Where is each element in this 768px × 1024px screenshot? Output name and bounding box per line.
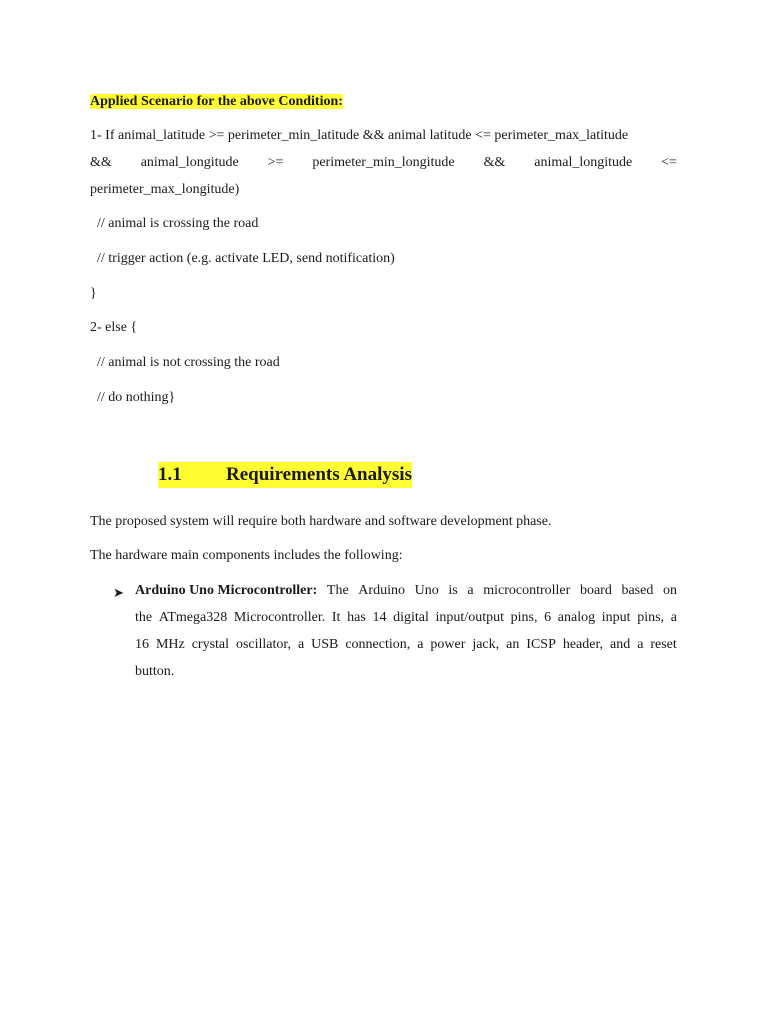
condition-word: && — [90, 155, 112, 170]
bullet-word: 6 — [544, 610, 552, 625]
bullet-word: analog — [557, 610, 596, 625]
bullet-word: ATmega328 — [158, 610, 228, 625]
bullet-word: USB — [311, 637, 339, 652]
else-line: 2- else { — [90, 320, 138, 335]
bullet-word: ICSP — [526, 637, 556, 652]
bullet-word: MHz — [155, 637, 185, 652]
bullet-word: and — [610, 637, 631, 652]
condition-word: animal_longitude — [534, 155, 633, 170]
bullet-word: based — [621, 583, 654, 598]
bullet-line-2 — [135, 609, 677, 627]
bullet-word: on — [663, 583, 677, 598]
condition-line-1a: 1- If animal_latitude >= perimeter_min_latitude && animal latitude <= perimeter_max_latitude — [90, 128, 629, 143]
section-title: Requirements Analysis — [226, 464, 412, 485]
condition-word: perimeter_min_longitude — [312, 155, 455, 170]
condition-line-1b — [90, 154, 677, 172]
bullet-word: the — [135, 610, 153, 625]
bullet-word: a — [670, 610, 677, 625]
bullet-word: reset — [650, 637, 677, 652]
bullet-word: 14 — [372, 610, 387, 625]
bullet-word: a — [637, 637, 644, 652]
bullet-word: has — [347, 610, 366, 625]
comment-trigger: // trigger action (e.g. activate LED, send notification) — [97, 251, 395, 266]
bullet-word: input — [601, 610, 631, 625]
bullet-word: a — [297, 637, 305, 652]
bullet-word: It — [331, 610, 341, 625]
bullet-word: board — [579, 583, 612, 598]
scenario-heading: Applied Scenario for the above Condition: — [90, 94, 343, 109]
bullet-word: pins, — [510, 610, 538, 625]
bullet-word: crystal — [191, 637, 230, 652]
bullet-word: Microcontroller. — [233, 610, 326, 625]
bullet-label: Arduino Uno Microcontroller: — [135, 583, 318, 598]
section-number: 1.1 — [158, 464, 182, 485]
bullet-word: jack, — [472, 637, 500, 652]
comment-crossing: // animal is crossing the road — [97, 216, 259, 231]
comment-not-crossing: // animal is not crossing the road — [97, 355, 280, 370]
bullet-word: an — [506, 637, 520, 652]
condition-word: && — [483, 155, 506, 170]
comment-do-nothing: // do nothing} — [97, 390, 176, 405]
condition-word: >= — [267, 155, 284, 170]
section-heading — [158, 462, 412, 488]
bullet-word: a — [467, 583, 474, 598]
condition-word: animal_longitude — [140, 155, 239, 170]
paragraph-components: The hardware main components includes the following: — [90, 548, 403, 563]
bullet-word: header, — [562, 637, 604, 652]
paragraph-system: The proposed system will require both hardware and software development phase. — [90, 514, 552, 529]
bullet-word: is — [448, 583, 458, 598]
condition-word: <= — [661, 155, 677, 170]
bullet-word: input/output — [435, 610, 504, 625]
bullet-word: 16 — [135, 637, 149, 652]
bullet-line-1 — [135, 582, 677, 600]
bullet-line-3 — [135, 636, 677, 654]
bullet-word: digital — [393, 610, 429, 625]
bullet-word: a — [417, 637, 424, 652]
bullet-word: The — [326, 583, 349, 598]
bullet-word: Arduino — [358, 583, 405, 598]
condition-line-1c: perimeter_max_longitude) — [90, 182, 240, 197]
arrow-bullet-icon: ➤ — [113, 585, 124, 600]
bullet-word: oscillator, — [235, 637, 292, 652]
bullet-line-4: button. — [135, 664, 175, 679]
bullet-word: pins, — [637, 610, 665, 625]
bullet-word: Uno — [414, 583, 439, 598]
bullet-word: microcontroller — [483, 583, 571, 598]
bullet-word: power — [430, 637, 466, 652]
bullet-word: connection, — [345, 637, 411, 652]
close-brace: } — [90, 286, 97, 301]
